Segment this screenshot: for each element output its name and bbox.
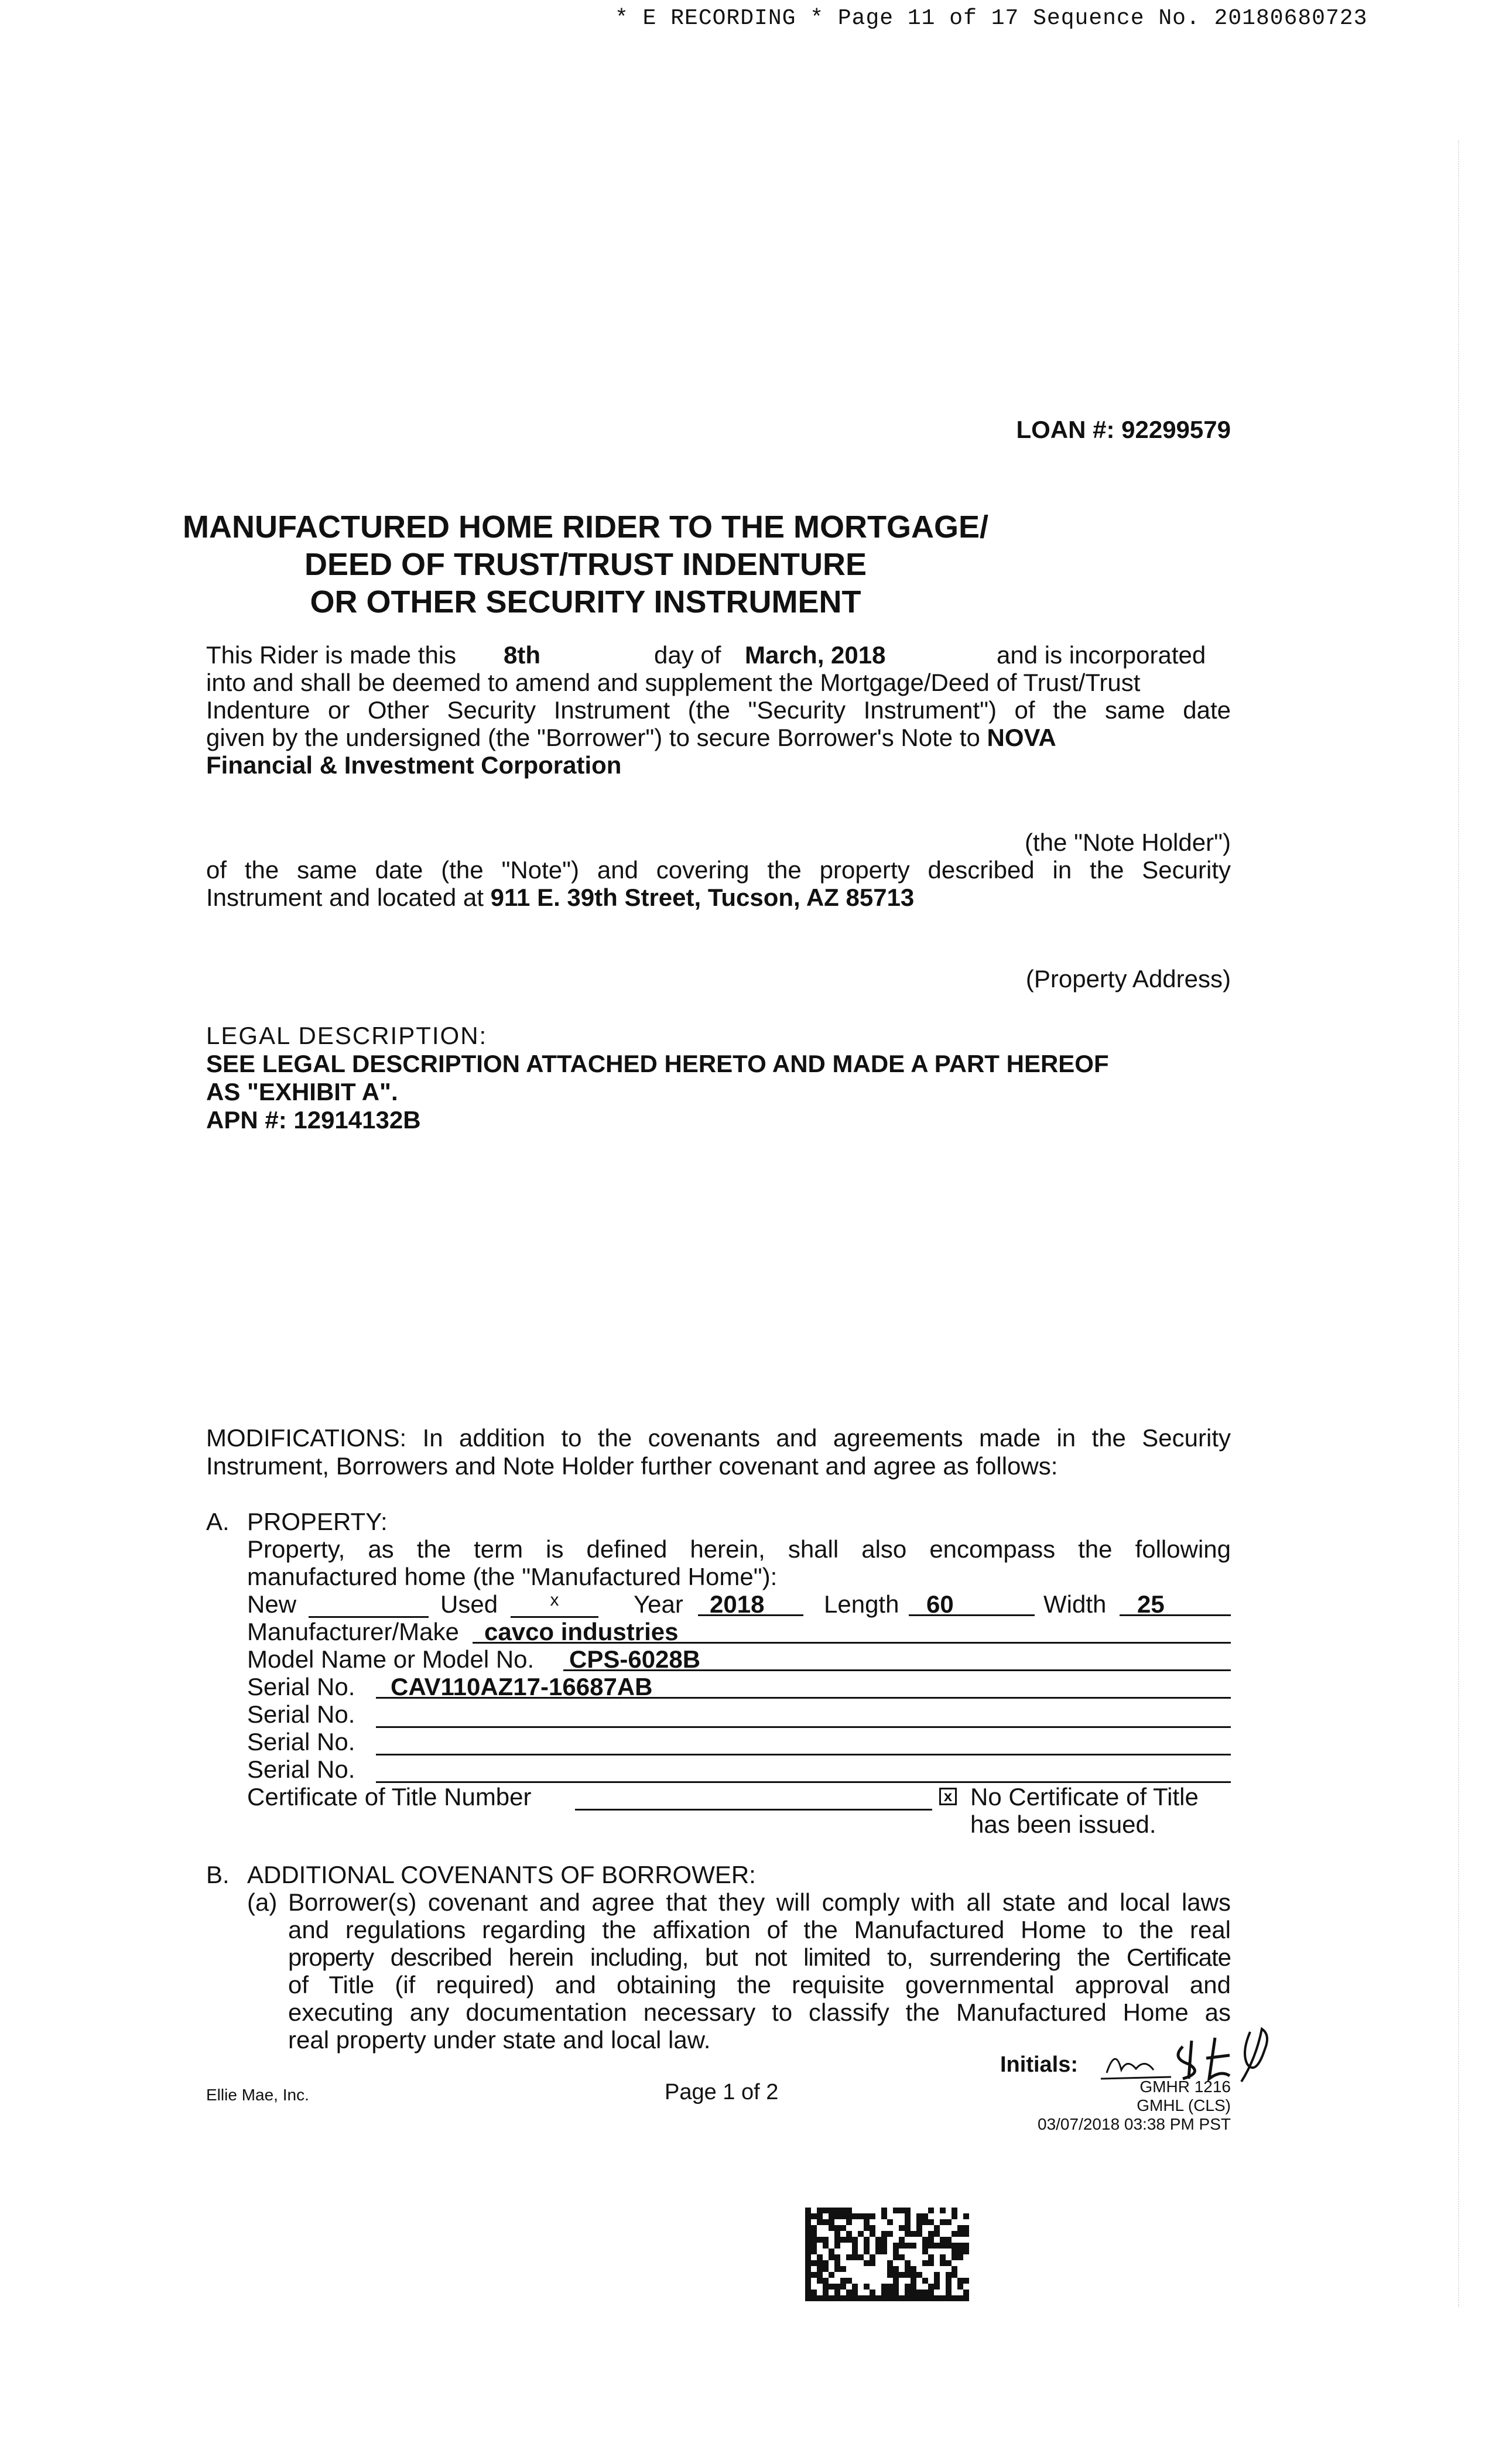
barcode-image [805, 2208, 972, 2301]
apn-number: APN #: 12914132B [206, 1106, 421, 1134]
new-label: New [247, 1590, 297, 1618]
serial-row-3 [247, 1728, 1231, 1756]
rider-day: 8th [504, 641, 540, 669]
covenant-a-line-5: executing any documentation necessary to classify the Manufactured Home as [288, 1998, 1231, 2026]
section-a-heading: PROPERTY: [247, 1508, 388, 1535]
model-row [247, 1645, 1231, 1674]
lender-name-part-1: NOVA [987, 724, 1056, 751]
note-holder-label: (the "Note Holder") [1025, 829, 1231, 856]
intro-line-7 [206, 884, 914, 912]
intro-line-3: Indenture or Other Security Instrument (the "Security Instrument") of the same date [206, 696, 1231, 724]
legal-description-line-1: SEE LEGAL DESCRIPTION ATTACHED HERETO AND MADE A PART HEREOF [206, 1050, 1109, 1077]
serial-label-1: Serial No. [247, 1673, 355, 1700]
model-value: CPS-6028B [569, 1645, 701, 1673]
property-address-label: (Property Address) [1025, 965, 1231, 993]
serial-row-1 [247, 1673, 1231, 1701]
recording-header: * E RECORDING * Page 11 of 17 Sequence No. 20180680723 [615, 6, 1368, 31]
loan-label: LOAN #: [1016, 416, 1115, 443]
intro-text-7: Instrument and located at [206, 884, 484, 911]
rider-month-year: March, 2018 [745, 641, 886, 669]
lender-name-part-2: Financial & Investment Corporation [206, 751, 622, 779]
title-line-3: OR OTHER SECURITY INSTRUMENT [310, 584, 861, 620]
property-line-2: manufactured home (the "Manufactured Home"): [247, 1563, 778, 1590]
manufacturer-row [247, 1618, 1231, 1646]
serial-field-3 [376, 1728, 1231, 1755]
length-field [909, 1590, 1035, 1616]
year-value: 2018 [710, 1590, 765, 1618]
no-certificate-line-1: No Certificate of Title [970, 1783, 1199, 1811]
intro-line-4 [206, 724, 1056, 752]
certificate-label: Certificate of Title Number [247, 1783, 532, 1811]
certificate-row [247, 1783, 1231, 1839]
year-label: Year [634, 1590, 683, 1618]
covenant-a-label: (a) [247, 1888, 278, 1916]
manufacturer-value: cavco industries [484, 1618, 679, 1645]
manufacturer-label: Manufacturer/Make [247, 1618, 459, 1645]
width-value: 25 [1137, 1590, 1165, 1618]
length-value: 60 [926, 1590, 954, 1618]
covenant-a-line-6: real property under state and local law. [288, 2026, 711, 2054]
intro-text-3: and is incorporated [997, 641, 1206, 669]
serial-field-2 [376, 1700, 1231, 1728]
length-label: Length [824, 1590, 899, 1618]
property-address-value: 911 E. 39th Street, Tucson, AZ 85713 [490, 884, 915, 911]
no-certificate-checkbox [939, 1788, 957, 1805]
footer-form-code-1: GMHR 1216 [1139, 2078, 1231, 2096]
model-field [563, 1645, 1231, 1671]
covenant-a-line-4: of Title (if required) and obtaining the requisite governmental approval and [288, 1971, 1231, 1998]
modifications-line-1: MODIFICATIONS: In addition to the covenants and agreements made in the Security [206, 1424, 1231, 1452]
model-label: Model Name or Model No. [247, 1645, 535, 1673]
legal-description-line-2: AS "EXHIBIT A". [206, 1078, 398, 1106]
home-details-row [247, 1590, 1231, 1618]
intro-text-4: given by the undersigned (the "Borrower") to secure Borrower's Note to [206, 724, 980, 751]
used-check-mark: x [550, 1590, 559, 1610]
no-certificate-line-2: has been issued. [970, 1811, 1156, 1838]
year-field [698, 1590, 803, 1616]
footer-form-code-2: GMHL (CLS) [1137, 2096, 1231, 2114]
title-line-2: DEED OF TRUST/TRUST INDENTURE [304, 547, 867, 582]
serial-label-3: Serial No. [247, 1728, 355, 1755]
modifications-line-2: Instrument, Borrowers and Note Holder further covenant and agree as follows: [206, 1452, 1058, 1480]
loan-value: 92299579 [1121, 416, 1231, 443]
serial-row-4 [247, 1755, 1231, 1784]
section-b-letter: B. [206, 1861, 230, 1888]
manufacturer-field [473, 1618, 1231, 1644]
intro-line-1 [206, 641, 1206, 669]
covenant-a-line-3: property described herein including, but not limited to, surrendering the Certificate [288, 1943, 1231, 1971]
new-field [309, 1590, 429, 1618]
width-label: Width [1043, 1590, 1107, 1618]
footer-company: Ellie Mae, Inc. [206, 2086, 309, 2104]
footer-page-number: Page 1 of 2 [665, 2080, 779, 2104]
footer-timestamp: 03/07/2018 03:38 PM PST [1038, 2115, 1231, 2133]
section-b-heading: ADDITIONAL COVENANTS OF BORROWER: [247, 1861, 756, 1888]
intro-text-1: This Rider is made this [206, 641, 457, 669]
serial-field-4 [376, 1755, 1231, 1783]
serial-value-1: CAV110AZ17-16687AB [391, 1673, 653, 1700]
serial-field-1 [376, 1673, 1231, 1699]
intro-line-2: into and shall be deemed to amend and supplement the Mortgage/Deed of Trust/Trust [206, 669, 1141, 696]
covenant-a-line-2: and regulations regarding the affixation of the Manufactured Home to the real [288, 1916, 1231, 1943]
serial-label-2: Serial No. [247, 1700, 355, 1728]
property-line-1: Property, as the term is defined herein, shall also encompass the following [247, 1535, 1231, 1563]
no-certificate-check-mark: x [943, 1787, 953, 1805]
serial-label-4: Serial No. [247, 1755, 355, 1783]
loan-number [1016, 416, 1231, 444]
initials-label: Initials: [1000, 2052, 1079, 2077]
used-field [511, 1590, 598, 1618]
footer-form-info [1038, 2078, 1231, 2134]
certificate-number-field [575, 1783, 932, 1811]
width-field [1120, 1590, 1231, 1616]
covenant-a-line-1: Borrower(s) covenant and agree that they will comply with all state and local laws [288, 1888, 1231, 1916]
document-title [0, 508, 1499, 621]
used-label: Used [440, 1590, 498, 1618]
intro-text-2: day of [654, 641, 721, 669]
scan-edge-marks [1458, 141, 1460, 2307]
section-a-letter: A. [206, 1508, 230, 1535]
intro-line-6: of the same date (the "Note") and covering the property described in the Security [206, 856, 1231, 884]
title-line-1: MANUFACTURED HOME RIDER TO THE MORTGAGE/ [183, 509, 988, 545]
legal-description-label: LEGAL DESCRIPTION: [206, 1022, 488, 1049]
serial-row-2 [247, 1700, 1231, 1729]
